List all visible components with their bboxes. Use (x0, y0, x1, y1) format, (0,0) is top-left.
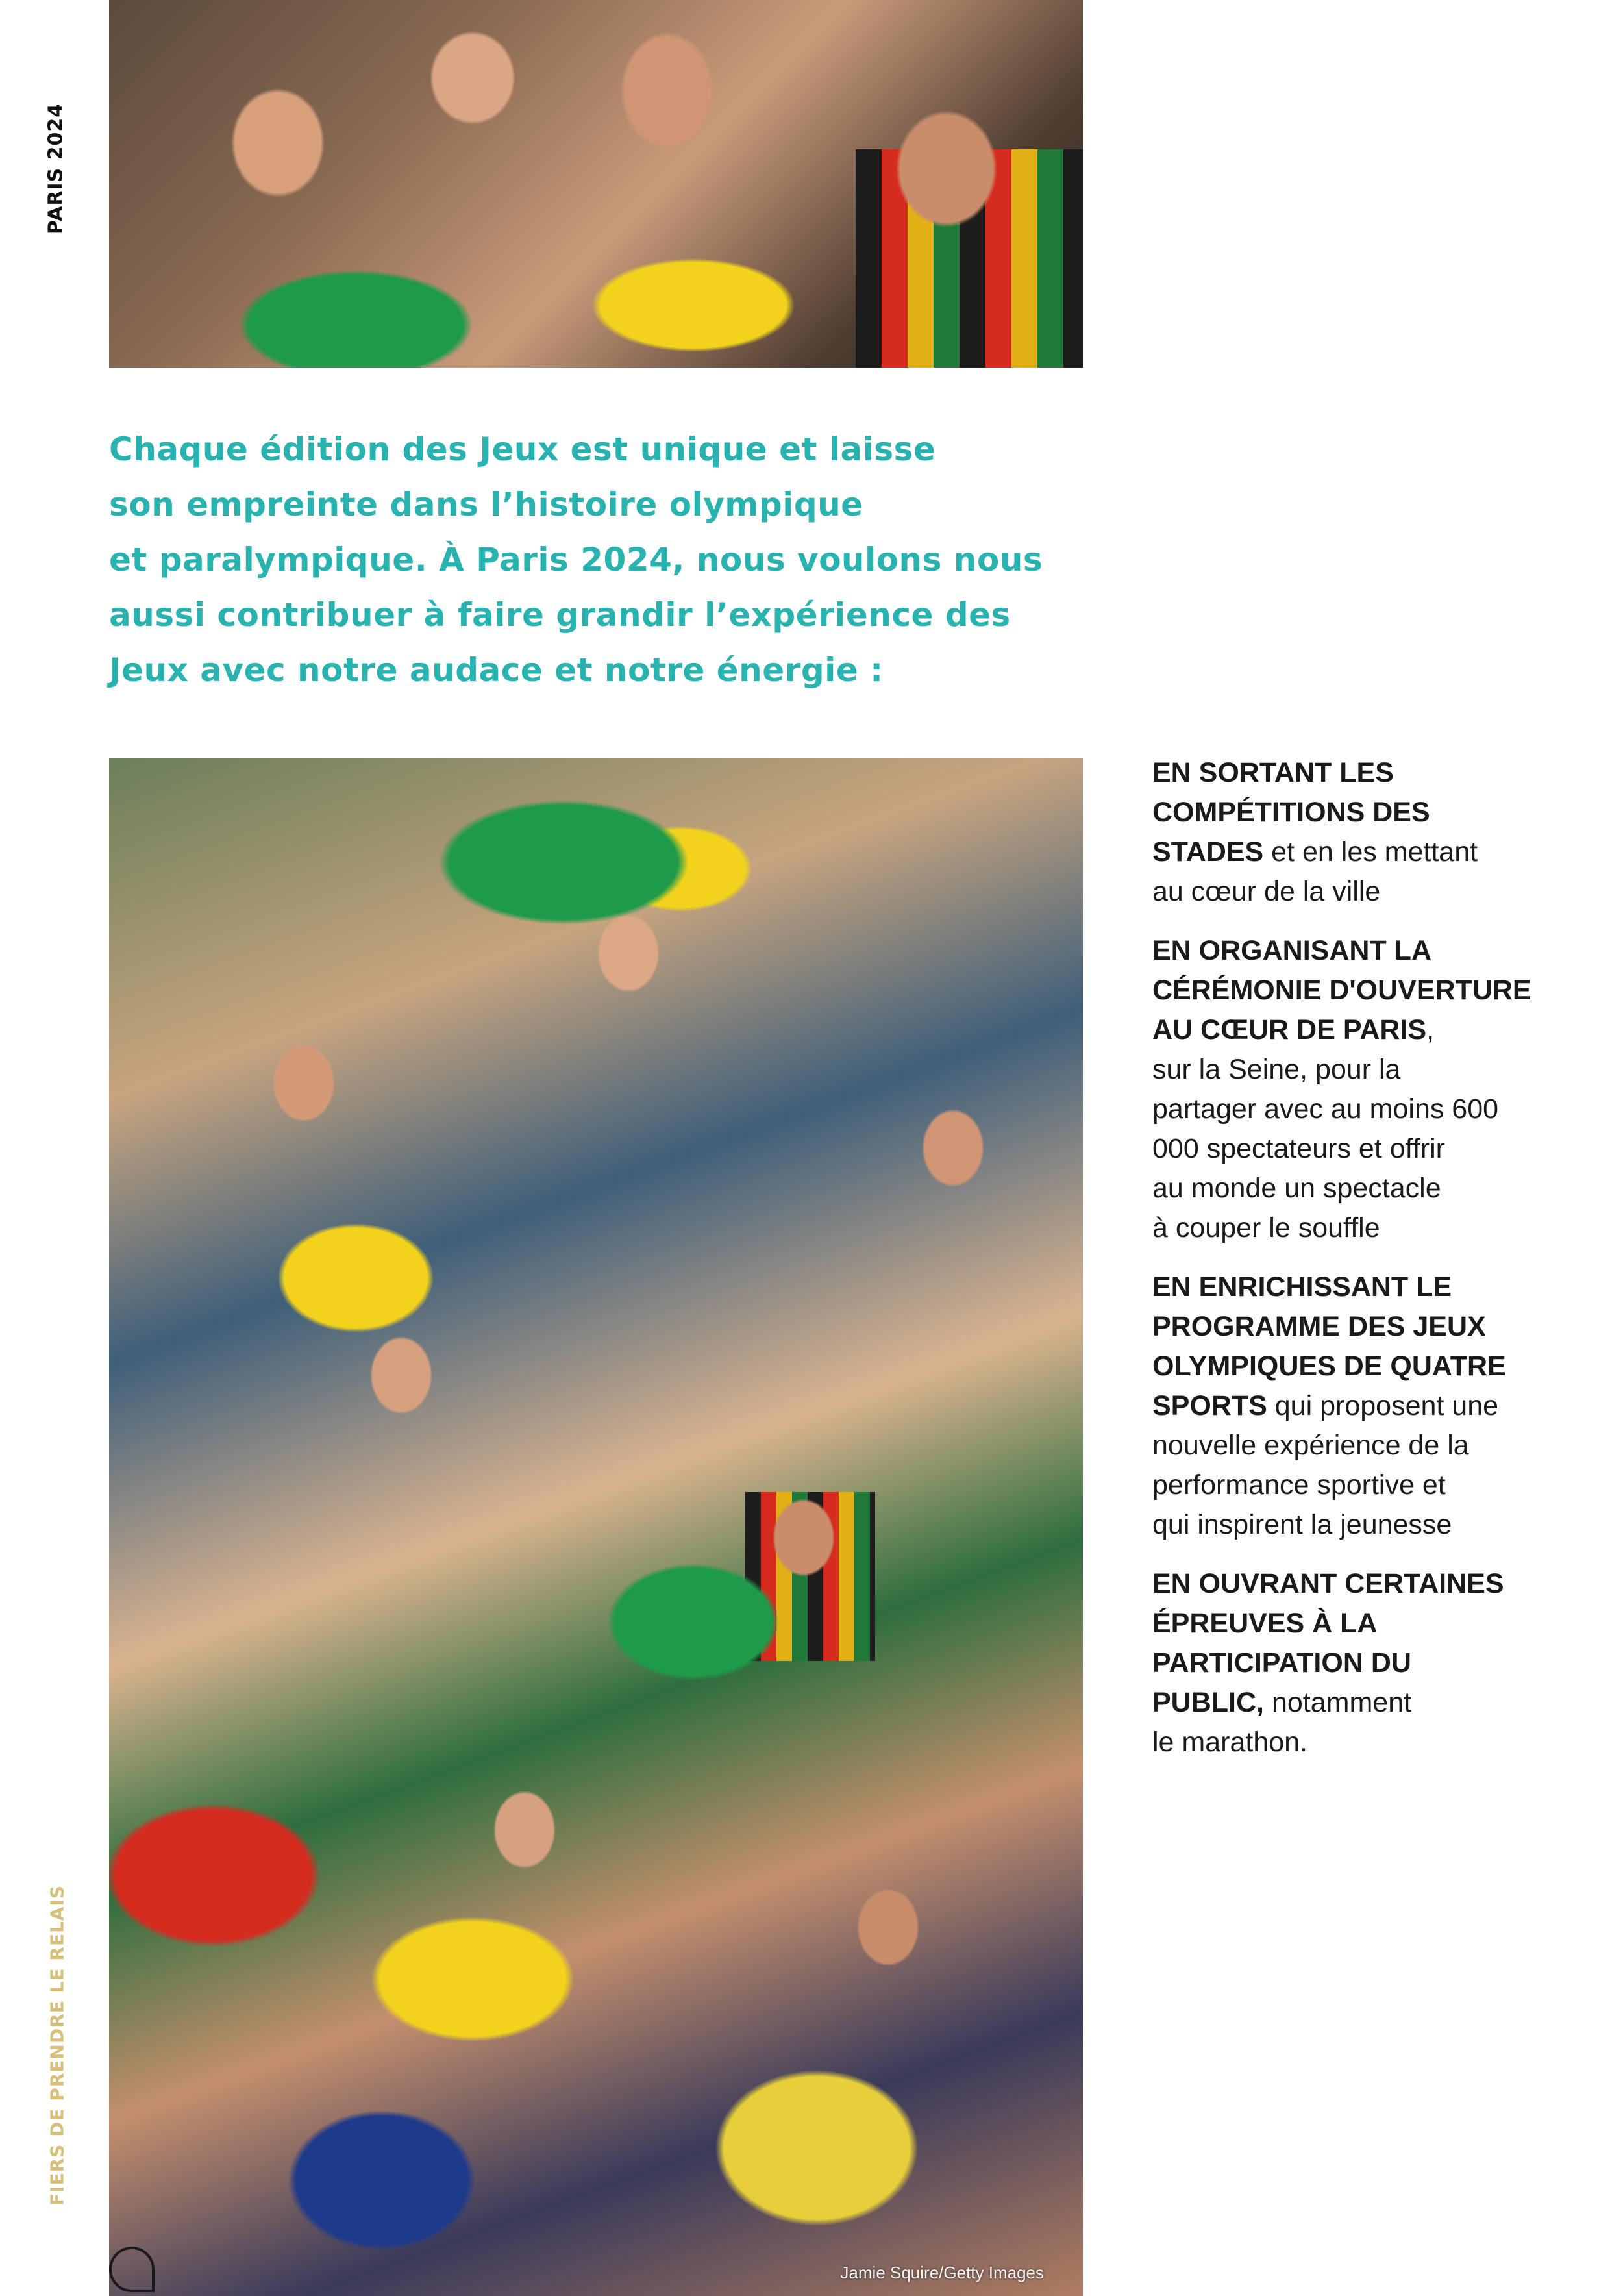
ambition-line: COMPÉTITIONS DES (1152, 797, 1430, 828)
ambition-item (1152, 1267, 1594, 1545)
ambition-line: sur la Seine, pour la (1152, 1054, 1401, 1085)
intro-line: Jeux avec notre audace et notre énergie : (109, 651, 884, 689)
ambition-line: à couper le souffle (1152, 1212, 1380, 1243)
ambition-line: PARTICIPATION DU (1152, 1647, 1411, 1678)
ambition-item (1152, 753, 1594, 912)
ambition-line: nouvelle expérience de la (1152, 1430, 1469, 1461)
ambition-line: 000 spectateurs et offrir (1152, 1133, 1445, 1164)
ambition-line: EN ENRICHISSANT LE (1152, 1271, 1452, 1303)
running-footer (38, 1884, 77, 2206)
ambition-line: SPORTS qui proposent une (1152, 1390, 1499, 1421)
ambition-line: qui inspirent la jeunesse (1152, 1509, 1452, 1540)
ambition-item (1152, 1564, 1594, 1762)
crowd-photo-main (109, 758, 1083, 2296)
ambition-line: au monde un spectacle (1152, 1173, 1441, 1204)
ambition-line: STADES et en les mettant (1152, 836, 1478, 867)
ambition-line: partager avec au moins 600 (1152, 1093, 1499, 1125)
intro-line: son empreinte dans l’histoire olympique (109, 486, 863, 523)
intro-text (109, 422, 1044, 698)
intro-line: aussi contribuer à faire grandir l’expérience des (109, 596, 1011, 634)
running-footer-text: FIERS DE PRENDRE LE RELAIS (46, 1884, 68, 2206)
ambition-line: ÉPREUVES À LA (1152, 1608, 1378, 1639)
intro-line: Chaque édition des Jeux est unique et laisse (109, 430, 936, 468)
ambition-line: PROGRAMME DES JEUX (1152, 1311, 1486, 1342)
page-marker-icon (109, 2247, 155, 2292)
ambition-line: performance sportive et (1152, 1469, 1446, 1501)
ambition-line: le marathon. (1152, 1727, 1308, 1758)
ambitions-list (1152, 753, 1594, 1782)
running-header-text: PARIS 2024 (44, 103, 68, 235)
ambition-line: au cœur de la ville (1152, 876, 1381, 907)
ambition-line: PUBLIC, notamment (1152, 1687, 1412, 1718)
ambition-line: EN ORGANISANT LA (1152, 935, 1431, 966)
ambition-line: OLYMPIQUES DE QUATRE (1152, 1351, 1506, 1382)
intro-line: et paralympique. À Paris 2024, nous voulons nous (109, 541, 1043, 579)
ambition-line: EN OUVRANT CERTAINES (1152, 1568, 1504, 1599)
ambition-line: EN SORTANT LES (1152, 757, 1394, 788)
ambition-line: AU CŒUR DE PARIS, (1152, 1014, 1435, 1045)
ambition-line: CÉRÉMONIE D'OUVERTURE (1152, 975, 1531, 1006)
running-header (36, 104, 75, 234)
crowd-photo-top (109, 0, 1083, 368)
photo-credit: Jamie Squire/Getty Images (840, 2263, 1044, 2282)
ambition-item (1152, 931, 1594, 1248)
